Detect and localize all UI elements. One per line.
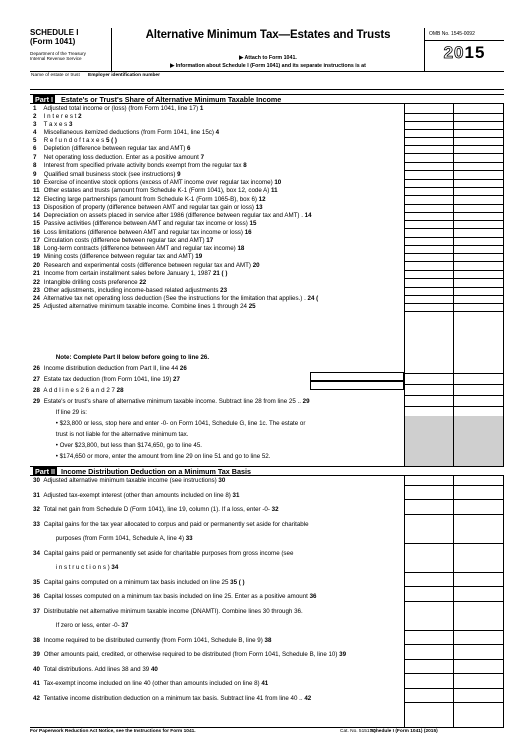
- line-22: [33, 279, 146, 287]
- amount-field[interactable]: [404, 622, 454, 631]
- amount-field[interactable]: [454, 579, 504, 588]
- amount-field[interactable]: [454, 593, 504, 602]
- amount-field[interactable]: [404, 695, 454, 704]
- line-number: 4: [33, 129, 37, 136]
- line-continuation: [33, 431, 188, 439]
- line-text: Estate tax deduction (from Form 1041, line 19): [42, 376, 172, 383]
- line-number: 9: [33, 171, 37, 178]
- line-number: 30: [33, 477, 40, 484]
- schedule-label: SCHEDULE I: [30, 28, 79, 37]
- line-text: If line 29 is:: [54, 409, 88, 416]
- line-number: 36: [33, 593, 40, 600]
- name-row[interactable]: [30, 72, 504, 90]
- line-8: [33, 162, 247, 170]
- line-reference: 37: [119, 622, 129, 629]
- line27-box[interactable]: [310, 381, 404, 390]
- line-number: 23: [33, 287, 40, 294]
- line-27: [33, 376, 180, 384]
- form-header: [30, 28, 504, 72]
- line-text: Tentative income distribution deduction on a minimum tax basis. Subtract line 41 from line 40 ..: [42, 694, 303, 702]
- line-number: 16: [33, 229, 40, 236]
- line-reference: 14: [302, 212, 312, 219]
- line-1: [33, 105, 203, 113]
- line-text: Income from certain installment sales before January 1, 1987: [42, 270, 212, 277]
- line-text: Qualified small business stock (see instructions): [42, 171, 176, 178]
- line-text: Depletion (difference between regular tax and AMT): [42, 145, 186, 152]
- line-text: trust is not liable for the alternative minimum tax.: [54, 431, 189, 438]
- line-text: Capital gains computed on a minimum tax basis included on line 25: [42, 578, 229, 586]
- amount-field[interactable]: [404, 651, 454, 660]
- line-number: 29: [33, 398, 40, 405]
- amount-field[interactable]: [454, 564, 504, 573]
- line-number: 24: [33, 295, 40, 302]
- line-text: Net operating loss deduction. Enter as a positive amount: [42, 154, 199, 161]
- line-continuation: [33, 442, 202, 450]
- ein-field[interactable]: Employer identification number: [88, 73, 160, 78]
- line-text: Research and experimental costs (difference between regular tax and AMT): [42, 262, 251, 269]
- line-reference: 41: [259, 680, 269, 687]
- form-title: Alternative Minimum Tax—Estates and Trusts: [145, 29, 391, 41]
- amount-field[interactable]: [404, 303, 454, 312]
- line-text: Income required to be distributed currently (from Form 1041, Schedule B, line 9): [42, 636, 263, 644]
- column-a-shaded: [404, 416, 454, 466]
- amount-field[interactable]: [454, 220, 504, 229]
- amount-field[interactable]: [454, 492, 504, 501]
- amount-field[interactable]: [404, 145, 454, 154]
- line-40: [33, 666, 158, 674]
- line-reference: 40: [149, 665, 158, 673]
- line-number: 32: [33, 506, 40, 513]
- title-block: [112, 28, 424, 72]
- line-16: [33, 229, 252, 237]
- line-3: [33, 121, 72, 129]
- line-number: 41: [33, 680, 40, 687]
- line-reference: 12: [256, 196, 266, 203]
- line-29: [33, 398, 310, 406]
- line-reference: 29: [300, 398, 310, 405]
- line-33: [33, 521, 309, 529]
- line-number: 15: [33, 220, 40, 227]
- line-text: Electing large partnerships (amount from Schedule K-1 (Form 1065-B), box 6): [42, 196, 257, 203]
- attach-note: ▶ Attach to Form 1041.: [239, 55, 297, 61]
- line-reference: 26: [178, 365, 187, 372]
- form-label: (Form 1041): [30, 37, 76, 46]
- schedule-block: [30, 28, 112, 72]
- line-35: [33, 579, 245, 587]
- part2-title: Income Distribution Deduction on a Minimum Tax Basis: [61, 467, 251, 476]
- line-reference: 9: [175, 171, 181, 178]
- amount-field[interactable]: [454, 145, 504, 154]
- line-reference: 33: [184, 535, 193, 542]
- amount-field[interactable]: [404, 564, 454, 573]
- line-37: [33, 608, 303, 616]
- line-reference: 21 ( ): [211, 270, 228, 277]
- line-number: 18: [33, 245, 40, 252]
- line-reference: 28: [114, 387, 124, 394]
- form-footer: [30, 727, 504, 734]
- part1-title: Estate's or Trust's Share of Alternative Minimum Taxable Income: [61, 95, 282, 104]
- line-number: 40: [33, 665, 40, 673]
- line-reference: 24 (: [305, 295, 319, 302]
- amount-field[interactable]: [454, 666, 504, 675]
- line-text: Adjusted alternative minimum taxable income. Combine lines 1 through 24: [42, 303, 247, 310]
- amount-field[interactable]: [454, 695, 504, 704]
- amount-field[interactable]: [454, 535, 504, 544]
- line-reference: 7: [198, 154, 205, 161]
- line-19: [33, 253, 202, 261]
- line-number: 37: [33, 607, 40, 615]
- line-31: [33, 492, 239, 500]
- line-25: [33, 303, 256, 311]
- line-text: Total distributions. Add lines 38 and 39: [42, 665, 150, 673]
- line-15: [33, 220, 256, 228]
- line-6: [33, 145, 190, 153]
- column-b-shaded: [454, 416, 504, 466]
- line-13: [33, 204, 263, 212]
- footer-form-id: Schedule I (Form 1041) (2015): [370, 729, 438, 734]
- line-text: Tax-exempt income included on line 40 (other than amounts included on line 8): [42, 680, 260, 687]
- line-text: If zero or less, enter -0-: [54, 622, 120, 629]
- line-reference: 10: [272, 179, 282, 186]
- line-reference: 38: [262, 636, 272, 644]
- line-number: 35: [33, 578, 40, 586]
- year-prefix: 20: [443, 43, 465, 62]
- line-reference: 4: [213, 129, 220, 136]
- line-text: • $23,800 or less, stop here and enter -0- on Form 1041, Schedule G, line 1c. The estate or: [54, 420, 306, 427]
- line-reference: 5 ( ): [104, 137, 117, 144]
- line-number: 10: [33, 179, 40, 186]
- amount-field[interactable]: [454, 376, 504, 385]
- line-continuation: [33, 409, 87, 417]
- amount-field[interactable]: [454, 270, 504, 279]
- amount-field[interactable]: [454, 477, 504, 486]
- line-text: Capital gains for the tax year allocated to corpus and paid or permanently set aside for charitable: [42, 520, 309, 528]
- amount-field[interactable]: [454, 303, 504, 312]
- line-continuation: [33, 420, 305, 428]
- line-text: Interest from specified private activity bonds exempt from the regular tax: [42, 162, 242, 169]
- line-number: 6: [33, 145, 37, 152]
- line-number: 7: [33, 154, 37, 161]
- line-text: Disposition of property (difference between AMT and regular tax gain or loss): [42, 204, 254, 211]
- amount-field[interactable]: [404, 666, 454, 675]
- part1-header: [30, 94, 504, 104]
- line-reference: 20: [251, 262, 260, 269]
- line-text: Circulation costs (difference between regular tax and AMT): [42, 237, 205, 244]
- amount-field[interactable]: [404, 398, 454, 407]
- line-text: Other adjustments, including income-based related adjustments: [42, 287, 219, 294]
- year-suffix: 15: [464, 43, 486, 62]
- amount-field[interactable]: [404, 506, 454, 515]
- line-reference: 17: [204, 237, 214, 244]
- line-reference: 3: [67, 121, 73, 128]
- line-4: [33, 129, 219, 137]
- line-reference: 2: [76, 113, 82, 120]
- line-number: 20: [33, 262, 40, 269]
- line-text: Mining costs (difference between regular tax and AMT): [42, 253, 194, 260]
- line-text: Adjusted total income or (loss) (from Form 1041, line 17): [42, 105, 199, 112]
- line-reference: 32: [269, 506, 279, 513]
- line-reference: 36: [307, 593, 317, 600]
- line-number: 5: [33, 137, 37, 144]
- amount-field[interactable]: [404, 253, 454, 262]
- line-reference: 39: [337, 651, 347, 658]
- line-21: [33, 270, 227, 278]
- line-reference: 42: [302, 694, 312, 702]
- line-text: R e f u n d o f t a x e s: [42, 137, 105, 144]
- line-number: 1: [33, 105, 37, 112]
- line-text: Note: Complete Part II below before going to line 26.: [54, 354, 210, 361]
- line-number: 31: [33, 491, 40, 499]
- line-reference: 34: [109, 564, 119, 571]
- line-text: Other estates and trusts (amount from Schedule K-1 (Form 1041), box 12, code A): [42, 187, 270, 194]
- line-text: i n s t r u c t i o n s ): [54, 564, 110, 571]
- line-number: 26: [33, 365, 40, 372]
- line-38: [33, 637, 271, 645]
- line-number: 19: [33, 253, 40, 260]
- line-17: [33, 237, 213, 245]
- line-number: 8: [33, 162, 37, 169]
- line-text: Capital gains paid or permanently set aside for charitable purposes from gross income (see: [42, 549, 294, 557]
- amount-field[interactable]: [404, 270, 454, 279]
- line-34: [33, 550, 293, 558]
- line-number: 17: [33, 237, 40, 244]
- amount-field[interactable]: [454, 637, 504, 646]
- amount-field[interactable]: [404, 387, 454, 396]
- line-text: Intangible drilling costs preference: [42, 279, 138, 286]
- line-number: 11: [33, 187, 40, 194]
- line-12: [33, 196, 266, 204]
- line-number: 12: [33, 196, 40, 203]
- amount-field[interactable]: [404, 220, 454, 229]
- line-number: 22: [33, 279, 40, 286]
- line26-box[interactable]: [310, 372, 404, 381]
- line-reference: 6: [185, 145, 191, 152]
- line-text: Estate's or trust's share of alternative minimum taxable income. Subtract line 28 from line 25 ..: [42, 398, 301, 405]
- line-number: 42: [33, 694, 40, 702]
- line-number: 38: [33, 636, 40, 644]
- line-reference: 22: [137, 279, 147, 286]
- amount-field[interactable]: [404, 187, 454, 196]
- line-reference: 1: [198, 105, 204, 112]
- line-number: 39: [33, 651, 40, 658]
- line-11: [33, 187, 278, 195]
- line-text: I n t e r e s t: [42, 113, 77, 120]
- amount-field[interactable]: [454, 365, 504, 374]
- line-reference: 18: [235, 245, 245, 252]
- line-39: [33, 651, 346, 659]
- line-text: Exercise of incentive stock options (excess of AMT income over regular tax income): [42, 179, 273, 186]
- amount-field[interactable]: [454, 387, 504, 396]
- line-32: [33, 506, 279, 514]
- line-continuation: [33, 354, 209, 362]
- line-text: Long-term contracts (difference between AMT and regular tax income): [42, 245, 236, 252]
- amount-field[interactable]: [404, 535, 454, 544]
- line-reference: 35 ( ): [228, 578, 245, 586]
- omb-block: [424, 28, 504, 72]
- line-2: [33, 113, 82, 121]
- tax-year: [425, 43, 504, 63]
- line-14: [33, 212, 312, 220]
- line-number: 27: [33, 376, 40, 383]
- line-text: Adjusted tax-exempt interest (other than amounts included on line 8): [42, 491, 231, 499]
- line-number: 21: [33, 270, 40, 277]
- amount-field[interactable]: [404, 492, 454, 501]
- line-continuation: [33, 535, 193, 543]
- line-23: [33, 287, 227, 295]
- line-text: Income distribution deduction from Part II, line 44: [42, 365, 179, 372]
- line-reference: 11: [269, 187, 278, 194]
- amount-field[interactable]: [454, 651, 504, 660]
- line-36: [33, 593, 316, 601]
- line-reference: 16: [242, 229, 252, 236]
- line-number: 14: [33, 212, 40, 219]
- amount-field[interactable]: [454, 506, 504, 515]
- line-30: [33, 477, 225, 485]
- line-text: Total net gain from Schedule D (Form 1041), line 19, column (1). If a loss, enter -0-: [42, 506, 270, 513]
- line-reference: 15: [247, 220, 257, 227]
- amount-field[interactable]: [454, 187, 504, 196]
- part1-tag: Part I: [35, 95, 53, 104]
- info-note: ▶ Information about Schedule I (Form 1041) and its separate instructions is at: [170, 63, 366, 69]
- line-continuation: [33, 453, 270, 461]
- part2-header: [30, 466, 504, 476]
- line-reference: 13: [253, 204, 263, 211]
- irs-line: Internal Revenue Service: [30, 56, 82, 62]
- line-26: [33, 365, 187, 373]
- line-number: 28: [33, 387, 40, 394]
- line-text: Adjusted alternative minimum taxable income (see instructions): [42, 477, 217, 484]
- cat-number: Cat. No. 51517Q: [340, 729, 376, 734]
- line-text: Miscellaneous itemized deductions (from Form 1041, line 15c): [42, 129, 214, 136]
- amount-field[interactable]: [454, 622, 504, 631]
- line-continuation: [33, 622, 128, 630]
- amount-field[interactable]: [404, 477, 454, 486]
- line-number: 34: [33, 549, 40, 557]
- line-text: A d d l i n e s 2 6 a n d 2 7: [42, 387, 115, 394]
- line-number: 3: [33, 121, 37, 128]
- line-reference: 27: [171, 376, 180, 383]
- amount-field[interactable]: [404, 162, 454, 171]
- line-reference: 25: [247, 303, 256, 310]
- amount-field[interactable]: [404, 579, 454, 588]
- line-28: [33, 387, 124, 395]
- line-continuation: [33, 564, 118, 572]
- line-reference: 23: [218, 287, 228, 294]
- line-reference: 8: [241, 162, 247, 169]
- line-5: [33, 137, 117, 145]
- amount-field[interactable]: [404, 376, 454, 385]
- amount-field[interactable]: [454, 398, 504, 407]
- line-18: [33, 245, 244, 253]
- line-text: Passive activities (difference between AMT and regular tax income or loss): [42, 220, 248, 227]
- part2-tag: Part II: [35, 467, 55, 476]
- line-reference: 31: [230, 491, 240, 499]
- line-9: [33, 171, 181, 179]
- amount-field[interactable]: [454, 253, 504, 262]
- line-24: [33, 295, 318, 303]
- line-42: [33, 695, 311, 703]
- line-text: T a x e s: [42, 121, 68, 128]
- line-number: 2: [33, 113, 37, 120]
- line-text: Loss limitations (difference between AMT and regular tax income or loss): [42, 229, 243, 236]
- line-text: Depreciation on assets placed in service after 1986 (difference between regular tax and AMT) .: [42, 212, 303, 219]
- paperwork-notice: For Paperwork Reduction Act Notice, see the Instructions for Form 1041.: [30, 729, 196, 734]
- line-text: Alternative tax net operating loss deduction (See the instructions for the limitation that applies.) .: [42, 295, 306, 302]
- amount-field[interactable]: [404, 593, 454, 602]
- line-7: [33, 154, 204, 162]
- amount-field[interactable]: [404, 637, 454, 646]
- line-41: [33, 680, 268, 688]
- omb-number: OMB No. 1545-0092: [425, 28, 504, 41]
- amount-field[interactable]: [454, 162, 504, 171]
- amount-field[interactable]: [454, 680, 504, 689]
- line-reference: 19: [193, 253, 203, 260]
- department-label: [30, 51, 111, 62]
- line-20: [33, 262, 260, 270]
- amount-field[interactable]: [404, 365, 454, 374]
- amount-field[interactable]: [404, 680, 454, 689]
- line-number: 13: [33, 204, 40, 211]
- line-text: purposes (from Form 1041, Schedule A, line 4): [54, 535, 185, 542]
- line-number: 33: [33, 520, 40, 528]
- line-reference: 30: [216, 477, 226, 484]
- line-text: Capital losses computed on a minimum tax basis included on line 25. Enter as a positive amount: [42, 593, 308, 600]
- line-text: Other amounts paid, credited, or otherwise required to be distributed (from Form 1041, Schedule B, line 10): [42, 651, 338, 658]
- dept-line: Department of the Treasury: [30, 51, 86, 56]
- estate-name-field[interactable]: Name of estate or trust: [31, 73, 80, 78]
- line-text: • $174,650 or more, enter the amount from line 29 on line 51 and go to line 52.: [54, 453, 271, 460]
- line-10: [33, 179, 281, 187]
- line-text: Distributable net alternative minimum taxable income (DNAMTI). Combine lines 30 through 36.: [42, 607, 303, 615]
- line-text: • Over $23,800, but less than $174,650, go to line 45.: [54, 442, 203, 449]
- line-number: 25: [33, 303, 40, 310]
